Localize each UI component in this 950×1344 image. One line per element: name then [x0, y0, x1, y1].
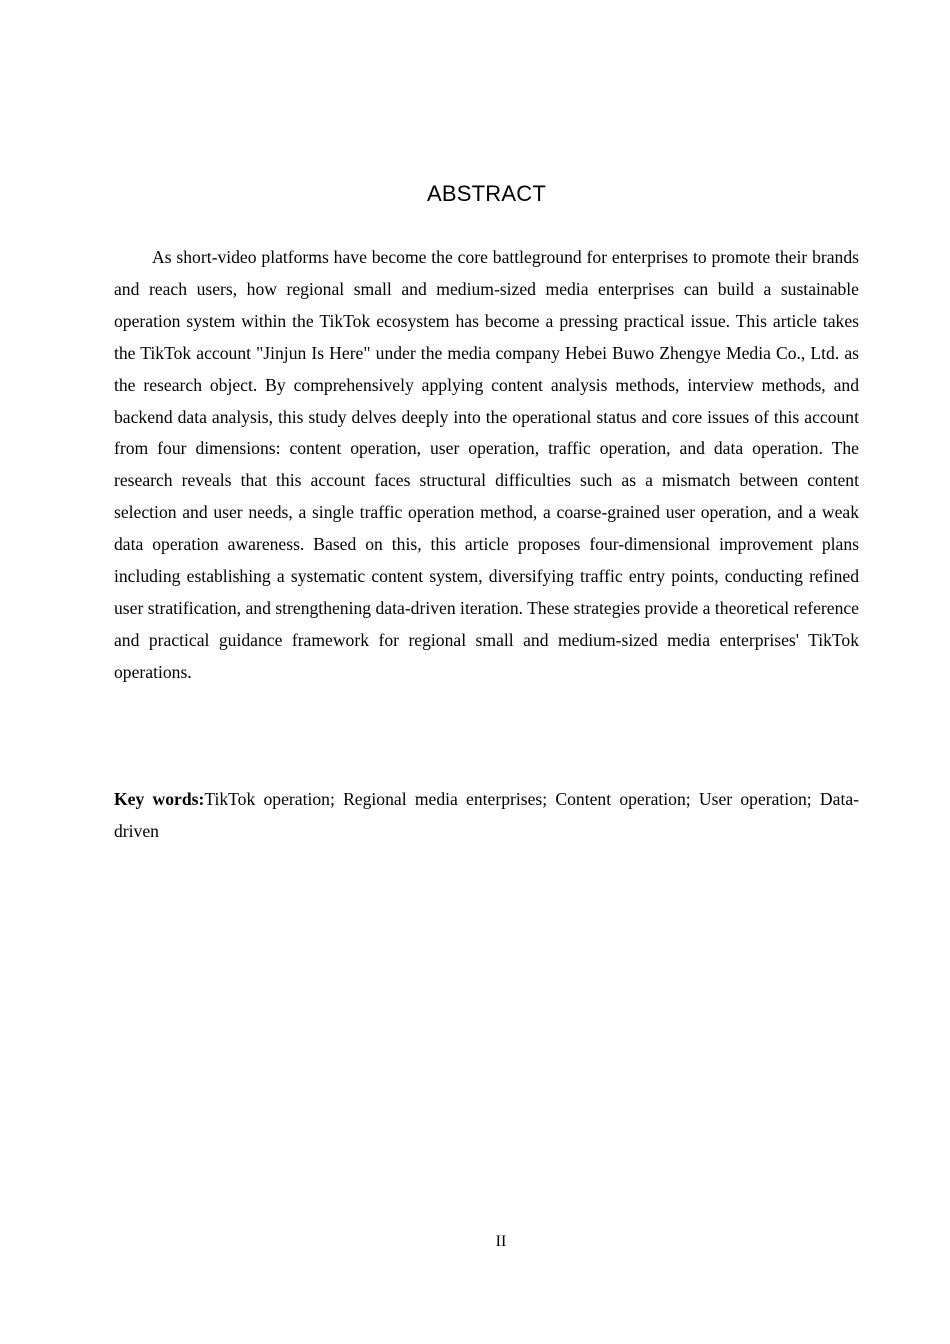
- page-number: II: [495, 1233, 507, 1250]
- page-title: ABSTRACT: [427, 181, 546, 206]
- keywords-label: Key words:: [114, 789, 205, 809]
- keywords-line: [114, 784, 859, 848]
- abstract-paragraph: As short-video platforms have become the core battleground for enterprises to promote their brands and reach users, how regional small and medium-sized media enterprises can build a sustainable operation system within the TikTok ecosystem has become a pressing practical issue. This article takes the TikTok account "Jinjun Is Here" under the media company Hebei Buwo Zhengye Media Co., Ltd. as the research object. By comprehensively applying content analysis methods, interview methods, and backend data analysis, this study delves deeply into the operational status and core issues of this account from four dimensions: content operation, user operation, traffic operation, and data operation. The research reveals that this account faces structural difficulties such as a mismatch between content selection and user needs, a single traffic operation method, a coarse-grained user operation, and a weak data operation awareness. Based on this, this article proposes four-dimensional improvement plans including establishing a systematic content system, diversifying traffic entry points, conducting refined user stratification, and strengthening data-driven iteration. These strategies provide a theoretical reference and practical guidance framework for regional small and medium-sized media enterprises' TikTok operations.: [114, 247, 859, 682]
- keywords-text: TikTok operation; Regional media enterprises; Content operation; User operation; Data-driven: [114, 789, 859, 841]
